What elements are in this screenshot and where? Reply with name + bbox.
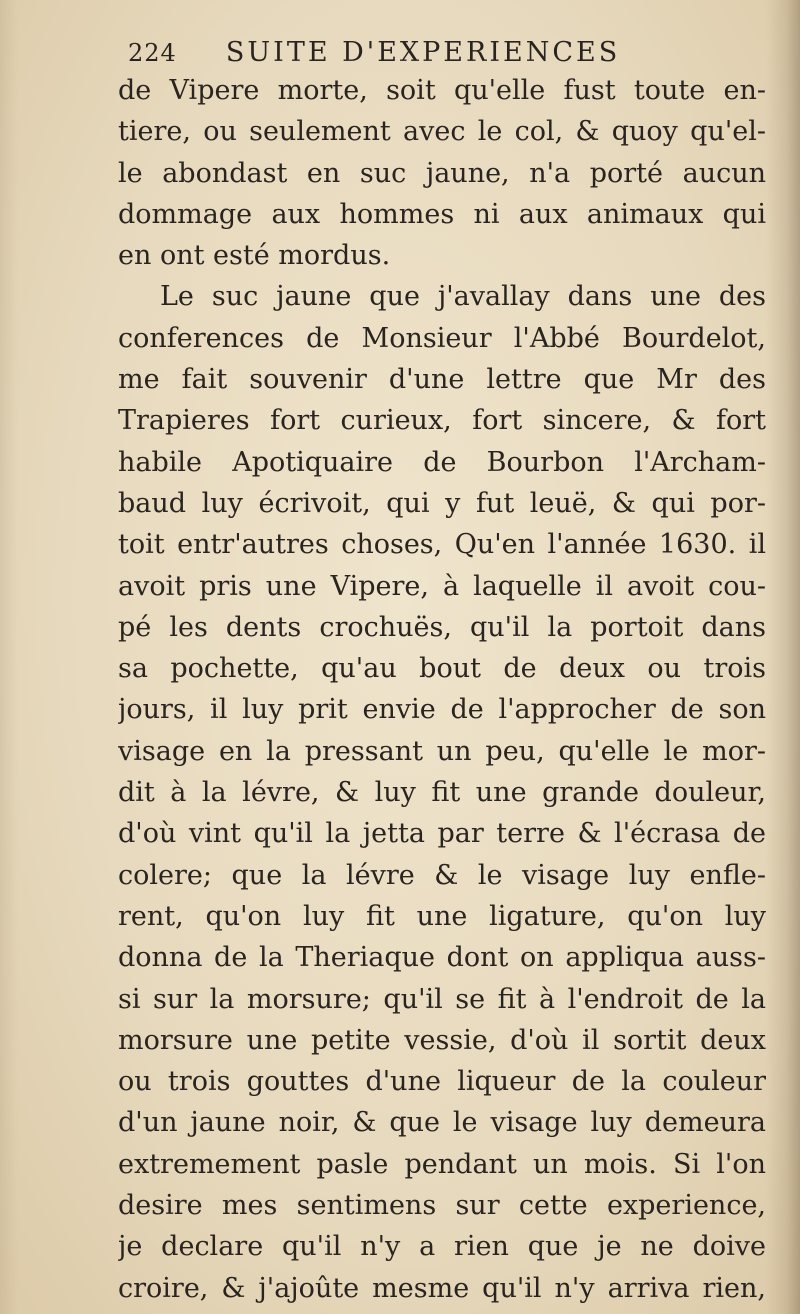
- text-line: ou trois gouttes d'une liqueur de la couleur: [118, 1066, 766, 1098]
- text-line: rent, qu'on luy fit une ligature, qu'on luy: [118, 900, 766, 932]
- text-line: je declare qu'il n'y a rien que je ne doive: [118, 1231, 766, 1263]
- text-line: desire mes sentimens sur cette experience,: [118, 1190, 766, 1222]
- text-line: croire, & j'ajoûte mesme qu'il n'y arriva rien,: [118, 1272, 766, 1304]
- text-line: extremement pasle pendant un mois. Si l'on: [118, 1148, 766, 1180]
- text-line: dommage aux hommes ni aux animaux qui: [118, 198, 766, 230]
- text-line: Trapieres fort curieux, fort sincere, & fort: [118, 405, 766, 437]
- page-header: [128, 30, 768, 74]
- text-line: donna de la Theriaque dont on appliqua auss-: [118, 942, 766, 974]
- text-line: Le suc jaune que j'avallay dans une des: [160, 281, 766, 313]
- text-line: de Vipere morte, soit qu'elle fust toute en-: [118, 75, 766, 106]
- text-line: morsure une petite vessie, d'où il sortit deux: [118, 1024, 766, 1056]
- text-line: colere; que la lévre & le visage luy enfle-: [118, 859, 766, 891]
- text-line: tiere, ou seulement avec le col, & quoy qu'el-: [118, 116, 766, 148]
- text-line: d'où vint qu'il la jetta par terre & l'écrasa de: [118, 818, 766, 850]
- text-line: d'un jaune noir, & que le visage luy demeura: [118, 1107, 766, 1139]
- text-line: le abondast en suc jaune, n'a porté aucun: [118, 157, 766, 189]
- text-line: en ont esté mordus.: [118, 240, 391, 272]
- text-line: habile Apotiquaire de Bourbon l'Archam-: [118, 446, 766, 478]
- text-line: avoit pris une Vipere, à laquelle il avoit cou-: [118, 570, 766, 602]
- text-line: dit à la lévre, & luy fit une grande douleur,: [118, 777, 766, 809]
- text-line: conferences de Monsieur l'Abbé Bourdelot,: [118, 322, 766, 354]
- page-number: 224: [128, 39, 177, 67]
- text-line: pé les dents crochuës, qu'il la portoit dans: [118, 611, 766, 643]
- text-line: si sur la morsure; qu'il se fit à l'endroit de la: [118, 983, 766, 1015]
- text-line: toit entr'autres choses, Qu'en l'année 1630. il: [118, 529, 766, 561]
- page-spine-shadow: [766, 0, 800, 1314]
- text-line: jours, il luy prit envie de l'approcher de son: [118, 694, 766, 726]
- running-head: SUITE D'EXPERIENCES: [225, 37, 621, 68]
- text-line: baud luy écrivoit, qui y fut leuë, & qui por-: [118, 487, 766, 519]
- page-left-edge: [0, 0, 18, 1314]
- text-line: me fait souvenir d'une lettre que Mr des: [118, 364, 766, 396]
- body-text: [118, 70, 766, 1309]
- text-line: sa pochette, qu'au bout de deux ou trois: [118, 653, 766, 685]
- text-line: visage en la pressant un peu, qu'elle le mor-: [118, 735, 766, 767]
